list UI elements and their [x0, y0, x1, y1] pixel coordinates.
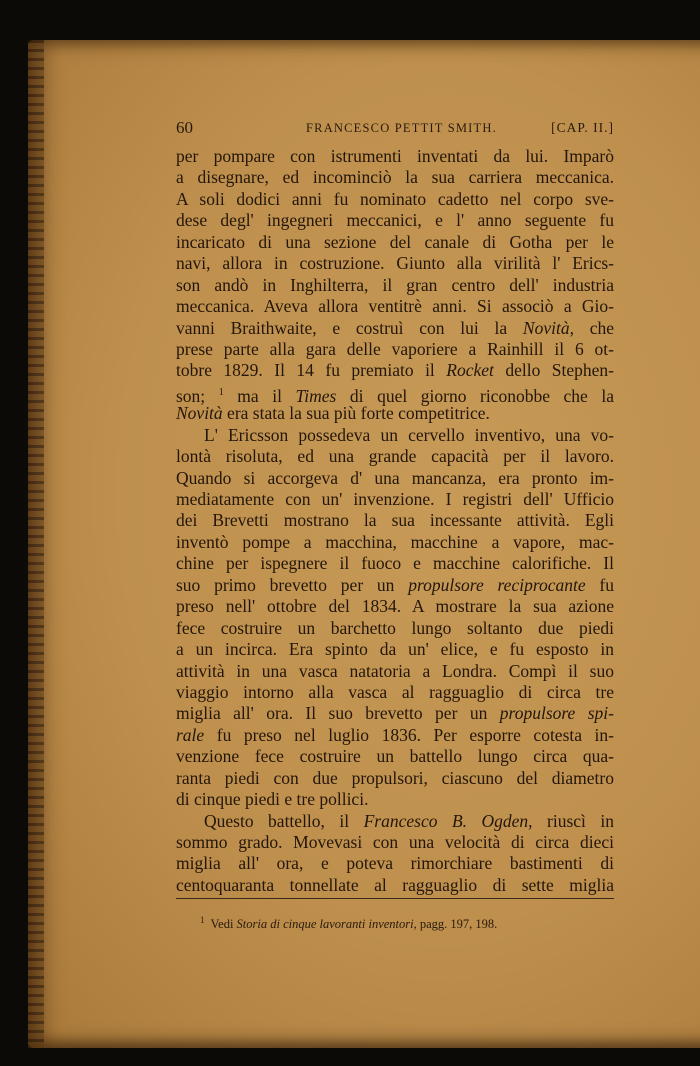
footnote-pages: pagg. 197, 198. — [416, 917, 498, 932]
chapter-label: [CAP. II.] — [551, 120, 614, 135]
text-line: centoquaranta tonnellate al ragguaglio di sette miglia — [176, 874, 614, 895]
page-number: 60 — [176, 118, 193, 137]
text-line — [176, 382, 614, 406]
text-line: a un incirca. Era spinto da un' elice, e fu esposto in — [176, 639, 614, 660]
text-run: ma il — [223, 385, 296, 406]
text-line: dei Brevetti mostrano la sua incessante attività. Egli — [176, 510, 614, 531]
footnote-mark: 1 — [200, 915, 205, 925]
italic-title-novita: Novità, — [522, 317, 574, 338]
footnote-reference: 1 — [218, 386, 224, 398]
text-line — [176, 403, 614, 424]
text-run: dello Stephen- — [493, 360, 614, 381]
text-run: son; — [176, 385, 219, 406]
text-line — [176, 318, 614, 339]
text-line — [176, 575, 614, 596]
italic-ship-name: Francesco B. Ogden, — [363, 810, 533, 831]
text-line: di cinque piedi e tre pollici. — [176, 789, 369, 810]
text-line: chine per ispegnere il fuoco e macchine calorifiche. Il — [176, 553, 614, 574]
text-line: viaggio intorno alla vasca al ragguaglio di circa tre — [176, 681, 614, 702]
footnote-text: Vedi — [210, 917, 237, 932]
running-head — [176, 118, 614, 140]
text-run: che — [573, 317, 614, 338]
italic-title-rocket: Rocket — [446, 360, 494, 381]
footnote-book-title: Storia di cinque lavoranti inventori, — [236, 917, 417, 932]
text-line — [176, 360, 614, 381]
text-line: dese degl' ingegneri meccanici, e l' anno seguente fu — [176, 210, 614, 231]
text-line: preso nell' ottobre del 1834. A mostrare la sua azione — [176, 596, 614, 617]
text-line: mediatamente con un' invenzione. I registri dell' Ufficio — [176, 489, 614, 509]
text-line: son andò in Inghilterra, il gran centro dell' industria — [176, 274, 614, 295]
text-run: tobre 1829. Il 14 fu premiato il — [176, 360, 447, 381]
italic-term: rale — [176, 724, 205, 745]
text-line: L' Ericsson possedeva un cervello inventivo, una vo- — [204, 424, 614, 445]
text-run: fu preso nel luglio 1836. Per esporre cotesta in- — [204, 724, 614, 745]
text-line — [176, 811, 614, 832]
text-run: era stata la sua più forte competitrice. — [222, 403, 490, 424]
text-line: ranta piedi con due propulsori, ciascuno del diametro — [176, 767, 614, 788]
footnote — [200, 915, 497, 932]
text-line: inventò pompe a macchina, macchine a vapore, mac- — [176, 531, 614, 552]
text-line: A soli dodici anni fu nominato cadetto nel corpo sve- — [176, 188, 614, 209]
footnote-divider — [176, 898, 614, 899]
text-run: vanni Braithwaite, e costruì con lui la — [176, 317, 523, 338]
text-line: attività in una vasca natatoria a Londra. Compì il suo — [176, 660, 614, 681]
text-run: di quel giorno riconobbe che la — [336, 385, 614, 406]
text-line: lontà risoluta, ed una grande capacità per il lavoro. — [176, 446, 614, 467]
italic-title-times: Times — [295, 385, 337, 406]
book-spine-edge — [28, 40, 44, 1048]
text-run: fu — [585, 574, 615, 595]
italic-term: propulsore spi- — [499, 703, 614, 724]
text-line: per pompare con istrumenti inventati da lui. Imparò — [176, 146, 614, 166]
text-line: incaricato di una sezione del canale di Gotha per le — [176, 231, 614, 252]
text-line: a disegnare, ed incominciò la sua carriera meccanica. — [176, 167, 614, 188]
text-line — [176, 725, 614, 746]
text-line: miglia all' ora, e poteva rimorchiare bastimenti di — [176, 853, 614, 874]
italic-term: propulsore reciprocante — [408, 574, 586, 595]
text-run: riuscì in — [532, 810, 614, 831]
italic-title-novita: Novità — [176, 403, 223, 424]
text-line: Quando si accorgeva d' una mancanza, era pronto im- — [176, 467, 614, 488]
text-line: navi, allora in costruzione. Giunto alla virilità l' Erics- — [176, 253, 614, 274]
text-line: prese parte alla gara delle vaporiere a Rainhill il 6 ot- — [176, 338, 614, 359]
text-run: suo primo brevetto per un — [176, 574, 409, 595]
body-text — [176, 146, 614, 896]
text-line: meccanica. Aveva allora ventitrè anni. Si associò a Gio- — [176, 296, 614, 317]
text-line — [176, 703, 614, 724]
text-run: Questo battello, il — [204, 810, 364, 831]
text-line: venzione fece costruire un battello lungo circa qua- — [176, 746, 614, 767]
text-line: fece costruire un barchetto lungo soltanto due piedi — [176, 617, 614, 638]
running-title: FRANCESCO PETTIT SMITH. — [306, 121, 497, 135]
text-line: sommo grado. Movevasi con una velocità di circa dieci — [176, 832, 614, 852]
text-run: miglia all' ora. Il suo brevetto per un — [176, 703, 500, 724]
